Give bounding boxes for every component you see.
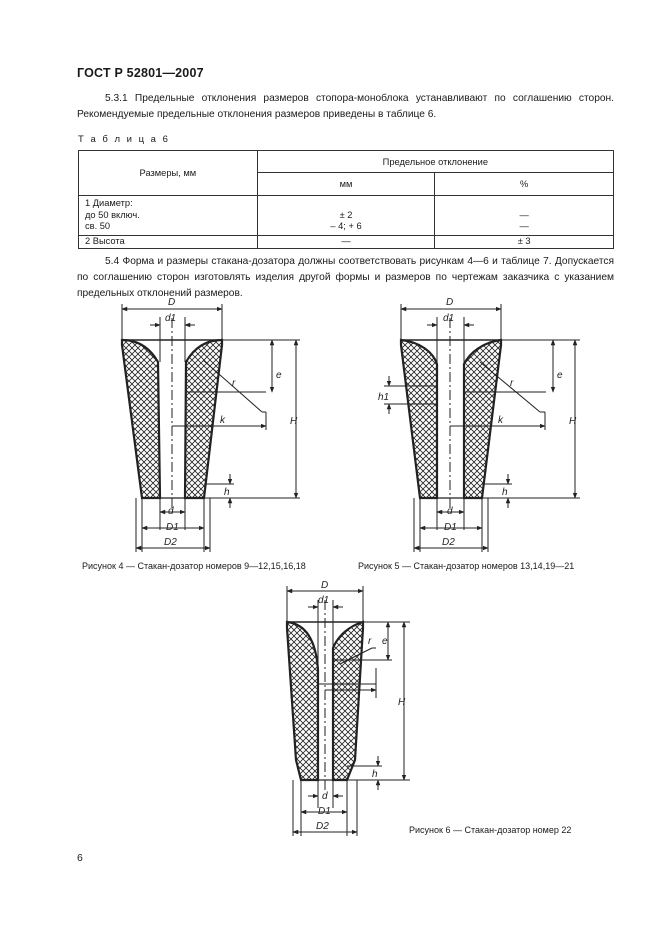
cell-height-mm: — [257,236,435,249]
fig6-label-D: D [321,580,329,591]
fig6-label-r: r [368,636,372,647]
figure-4 [122,297,300,552]
fig6-label-D2: D2 [316,821,329,832]
fig5-label-e: e [557,370,563,381]
fig4-left-wall [122,340,160,498]
cell-over-50-percent: — [519,221,529,232]
fig5-label-h: h [502,487,508,498]
fig5-left-wall [401,340,437,498]
fig6-right-wall [333,622,363,780]
fig5-label-r: r [510,378,514,389]
fig6-label-e: e [382,636,388,647]
fig4-label-D1: D1 [166,522,179,533]
figure-6-caption: Рисунок 6 — Стакан-дозатор номер 22 [409,825,572,835]
fig5-label-k: k [498,415,503,426]
row-label-diameter: 1 Диаметр: [85,198,133,209]
cell-over-50-mm: – 4; + 6 [330,221,362,232]
clause-5-4-text: 5.4 Форма и размеры стакана-дозатора должны соответствовать рисункам 4—6 и таблице 7. Допускается по соглашению сторон изготовлять изделия другой формы и размеров по чертежам заказчика с указанием предельных отклонений размеров. [77,256,614,299]
fig4-label-e: e [276,370,282,381]
figure-6 [287,580,410,836]
fig5-label-d1: d1 [443,313,455,324]
fig4-label-d: d [168,506,174,517]
fig4-label-h: h [224,487,230,498]
row-label-height: 2 Высота [79,236,258,249]
fig5-label-h1: h1 [378,392,390,403]
fig4-label-H: H [290,416,298,427]
document-standard-code: ГОСТ Р 52801—2007 [77,66,204,80]
table-header-deviation: Предельное отклонение [257,151,613,173]
fig6-label-D1: D1 [318,806,331,817]
row-label-over-50: св. 50 [85,221,111,232]
fig4-label-k: k [220,415,225,426]
table-6-caption: Т а б л и ц а 6 [78,134,170,145]
fig5-label-D: D [446,297,454,308]
fig6-label-H: H [398,697,406,708]
table-header-percent: % [435,173,614,196]
fig6-left-wall [287,622,318,780]
cell-upto-50-mm: ± 2 [339,209,353,220]
fig5-label-D1: D1 [444,522,457,533]
fig4-label-d1: d1 [165,313,177,324]
fig6-label-h: h [372,769,378,780]
row-label-upto-50: до 50 включ. [85,209,140,220]
clause-5-3-1-text: 5.3.1 Предельные отклонения размеров стопора-моноблока устанавливают по соглашению сторон. Рекомендуемые предельные отклонения размеров приведены в таблице 6. [77,93,614,120]
figure-5-caption: Рисунок 5 — Стакан-дозатор номеров 13,14,19—21 [358,561,575,571]
fig6-label-d1: d1 [318,595,330,606]
table-header-mm: мм [257,173,435,196]
fig6-label-d: d [322,791,328,802]
fig4-label-D2: D2 [164,537,177,548]
table-header-sizes: Размеры, мм [79,151,258,196]
cell-height-percent: ± 3 [435,236,614,249]
fig5-label-H: H [569,416,577,427]
fig5-label-d: d [447,506,453,517]
page-number: 6 [77,852,83,864]
fig4-label-D: D [168,297,176,308]
fig4-right-wall [185,340,222,498]
figure-5 [378,297,580,552]
fig5-label-D2: D2 [442,537,455,548]
cell-upto-50-percent: — [519,209,529,220]
figure-4-caption: Рисунок 4 — Стакан-дозатор номеров 9—12,15,16,18 [82,561,306,571]
fig4-label-r: r [232,378,236,389]
